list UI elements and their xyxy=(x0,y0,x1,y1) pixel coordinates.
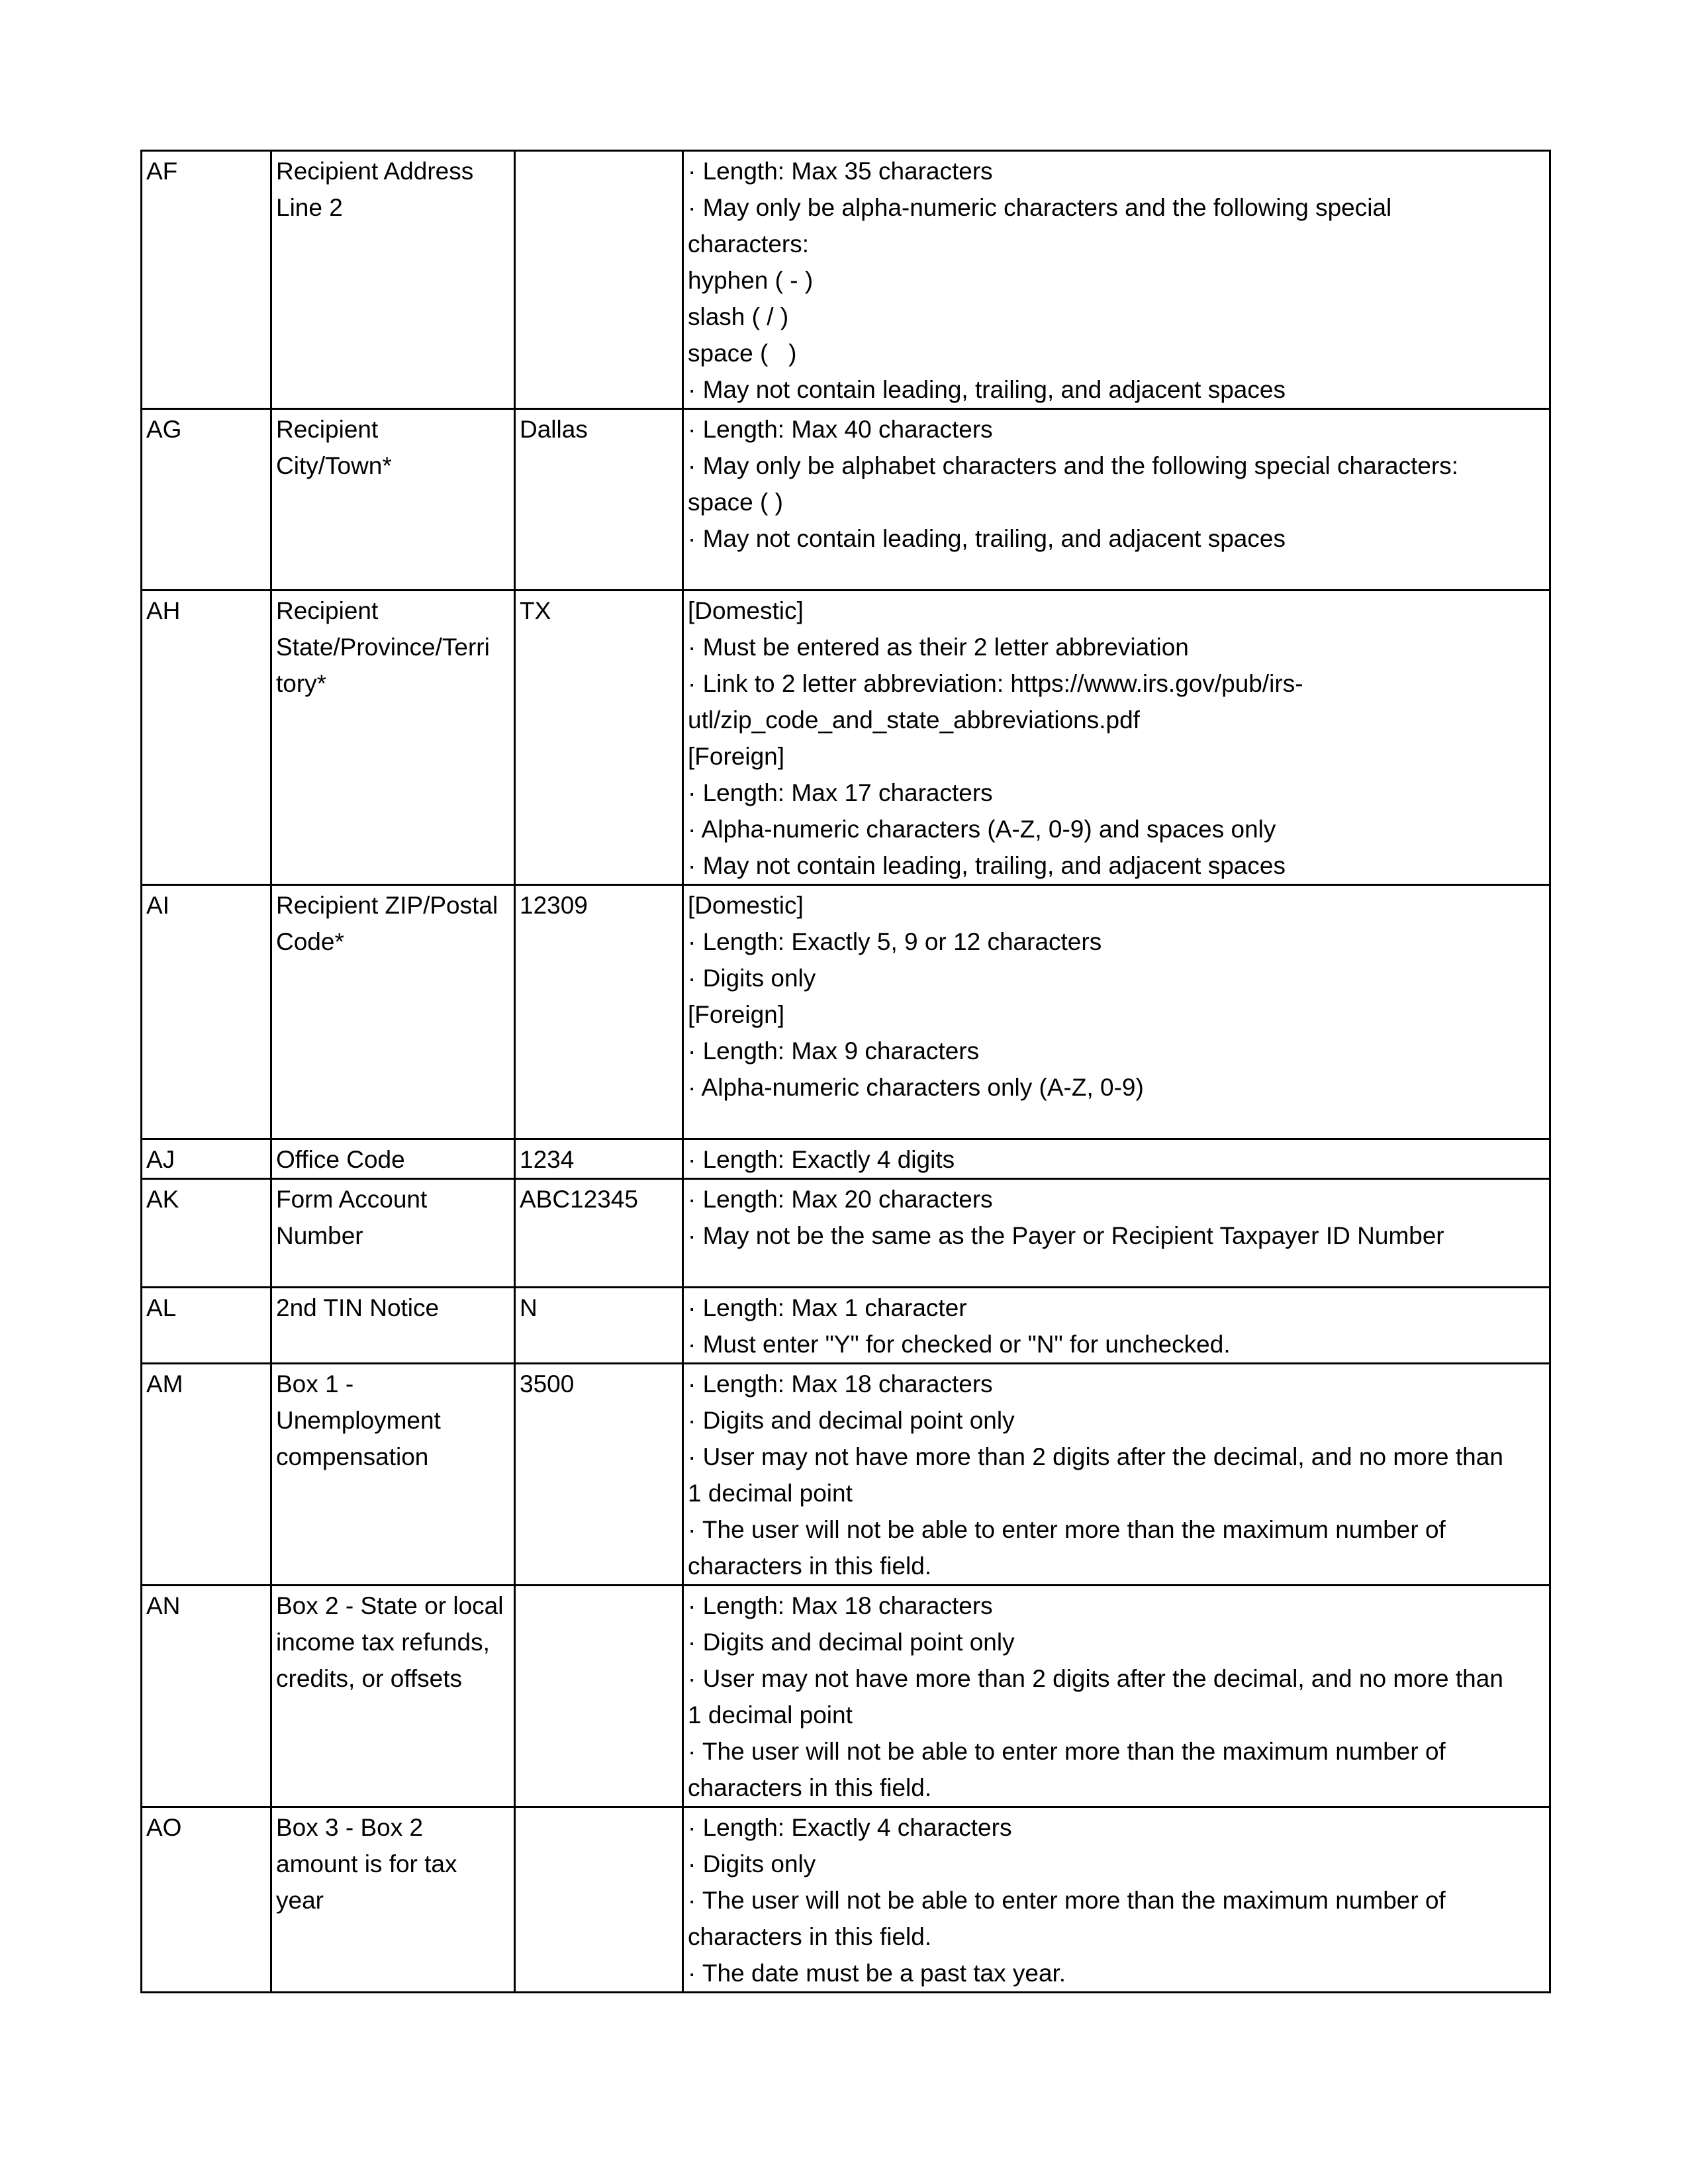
field-name-line: Recipient xyxy=(276,597,379,624)
field-spec-table xyxy=(140,150,1551,1993)
spec-row-ak xyxy=(142,1179,1550,1288)
example-value-cell xyxy=(515,409,683,591)
example-value-cell xyxy=(515,1179,683,1288)
example-value-cell xyxy=(515,151,683,409)
validation-rule-line: [Domestic] xyxy=(688,597,804,624)
validation-rule-line: [Foreign] xyxy=(688,743,785,770)
validation-rule-line: · Length: Max 18 characters xyxy=(688,1592,993,1619)
column-code-cell xyxy=(142,1179,271,1288)
spec-row-af xyxy=(142,151,1550,409)
field-name-line: Number xyxy=(276,1222,363,1249)
validation-rule-line: characters: xyxy=(688,230,810,258)
validation-rule-line: characters in this field. xyxy=(688,1774,932,1801)
spec-row-an xyxy=(142,1586,1550,1807)
spec-row-ai xyxy=(142,885,1550,1139)
column-code: AO xyxy=(146,1814,182,1841)
validation-rules-cell xyxy=(683,1179,1550,1288)
field-name-cell xyxy=(271,409,515,591)
validation-rule-line: · Must enter "Y" for checked or "N" for unchecked. xyxy=(688,1331,1231,1358)
field-name-line: tory* xyxy=(276,670,327,697)
validation-rule-line: · Length: Exactly 4 digits xyxy=(688,1146,955,1173)
validation-rule-line: · May not contain leading, trailing, and adjacent spaces xyxy=(688,525,1286,552)
example-value-cell xyxy=(515,1807,683,1993)
spec-row-aj xyxy=(142,1139,1550,1179)
column-code: AJ xyxy=(146,1146,175,1173)
validation-rule-line: · The user will not be able to enter more than the maximum number of xyxy=(688,1738,1446,1765)
validation-rule-line: · Length: Max 35 characters xyxy=(688,158,993,185)
validation-rule-line: space ( ) xyxy=(688,340,797,367)
validation-rules-cell xyxy=(683,1807,1550,1993)
column-code-cell xyxy=(142,1288,271,1364)
validation-rule-line: space ( ) xyxy=(688,489,783,516)
validation-rule-line: · Digits only xyxy=(688,965,816,992)
example-value-cell xyxy=(515,591,683,885)
validation-rule-line: · Length: Exactly 4 characters xyxy=(688,1814,1012,1841)
validation-rule-line: 1 decimal point xyxy=(688,1701,853,1729)
column-code-cell xyxy=(142,591,271,885)
example-value-cell xyxy=(515,1139,683,1179)
example-value-cell xyxy=(515,1364,683,1586)
validation-rule-line: · Length: Max 18 characters xyxy=(688,1370,993,1398)
validation-rule-line: · Length: Max 1 character xyxy=(688,1294,967,1321)
validation-rules-cell xyxy=(683,885,1550,1139)
field-name-line: compensation xyxy=(276,1443,429,1470)
field-name-line: Box 1 - xyxy=(276,1370,354,1398)
field-name-line: Unemployment xyxy=(276,1407,441,1434)
example-value: 12309 xyxy=(520,892,588,919)
field-name-line: City/Town* xyxy=(276,452,392,479)
validation-rule-line: · The user will not be able to enter more than the maximum number of xyxy=(688,1516,1446,1543)
field-name-cell xyxy=(271,1807,515,1993)
validation-rule-line: slash ( / ) xyxy=(688,303,789,330)
column-code: AK xyxy=(146,1186,179,1213)
validation-rule-line: · Digits only xyxy=(688,1850,816,1877)
column-code: AH xyxy=(146,597,181,624)
field-name-line: Recipient ZIP/Postal xyxy=(276,892,498,919)
example-value: TX xyxy=(520,597,551,624)
field-name-line: credits, or offsets xyxy=(276,1665,463,1692)
field-name-line: State/Province/Terri xyxy=(276,634,490,661)
validation-rule-line: · May not contain leading, trailing, and adjacent spaces xyxy=(688,852,1286,879)
column-code: AM xyxy=(146,1370,183,1398)
validation-rule-line: 1 decimal point xyxy=(688,1480,853,1507)
example-value: 3500 xyxy=(520,1370,575,1398)
validation-rule-line: · Alpha-numeric characters (A-Z, 0-9) and spaces only xyxy=(688,816,1276,843)
column-code-cell xyxy=(142,1586,271,1807)
validation-rule-line: · Length: Exactly 5, 9 or 12 characters xyxy=(688,928,1102,955)
field-name-cell xyxy=(271,885,515,1139)
validation-rules-cell xyxy=(683,1139,1550,1179)
field-name-cell xyxy=(271,591,515,885)
validation-rules-cell xyxy=(683,591,1550,885)
field-name-cell xyxy=(271,1586,515,1807)
spec-row-ao xyxy=(142,1807,1550,1993)
spec-row-ah xyxy=(142,591,1550,885)
validation-rules-cell xyxy=(683,409,1550,591)
validation-rule-line: utl/zip_code_and_state_abbreviations.pdf xyxy=(688,706,1140,734)
field-spec-body xyxy=(142,151,1550,1993)
column-code-cell xyxy=(142,1139,271,1179)
example-value: ABC12345 xyxy=(520,1186,638,1213)
field-name-line: Code* xyxy=(276,928,344,955)
field-name-cell xyxy=(271,1288,515,1364)
validation-rules-cell xyxy=(683,151,1550,409)
spec-row-al xyxy=(142,1288,1550,1364)
field-name-line: income tax refunds, xyxy=(276,1629,490,1656)
spec-row-am xyxy=(142,1364,1550,1586)
validation-rule-line: [Domestic] xyxy=(688,892,804,919)
validation-rule-line: · Length: Max 9 characters xyxy=(688,1037,980,1065)
field-name-line: Form Account xyxy=(276,1186,428,1213)
column-code-cell xyxy=(142,409,271,591)
field-name-line: Office Code xyxy=(276,1146,405,1173)
column-code-cell xyxy=(142,1364,271,1586)
validation-rule-line: · User may not have more than 2 digits after the decimal, and no more than xyxy=(688,1665,1503,1692)
example-value-cell xyxy=(515,1586,683,1807)
example-value-cell xyxy=(515,1288,683,1364)
field-name-line: Line 2 xyxy=(276,194,343,221)
field-name-cell xyxy=(271,1179,515,1288)
validation-rule-line: · User may not have more than 2 digits after the decimal, and no more than xyxy=(688,1443,1503,1470)
field-name-line: Recipient xyxy=(276,416,379,443)
spec-row-ag xyxy=(142,409,1550,591)
field-name-cell xyxy=(271,1364,515,1586)
column-code-cell xyxy=(142,1807,271,1993)
field-name-line: Box 2 - State or local xyxy=(276,1592,504,1619)
example-value: N xyxy=(520,1294,538,1321)
column-code: AI xyxy=(146,892,169,919)
validation-rule-line: · Must be entered as their 2 letter abbreviation xyxy=(688,634,1189,661)
field-name-line: year xyxy=(276,1887,324,1914)
validation-rule-line: · Alpha-numeric characters only (A-Z, 0-9) xyxy=(688,1074,1144,1101)
field-name-line: Recipient Address xyxy=(276,158,474,185)
validation-rule-line: · Digits and decimal point only xyxy=(688,1407,1015,1434)
column-code-cell xyxy=(142,151,271,409)
example-value: Dallas xyxy=(520,416,588,443)
column-code: AL xyxy=(146,1294,177,1321)
validation-rule-line: · May not contain leading, trailing, and adjacent spaces xyxy=(688,376,1286,403)
field-name-line: amount is for tax xyxy=(276,1850,457,1877)
field-name-cell xyxy=(271,151,515,409)
field-name-line: Box 3 - Box 2 xyxy=(276,1814,424,1841)
validation-rules-cell xyxy=(683,1586,1550,1807)
field-name-cell xyxy=(271,1139,515,1179)
validation-rule-line: · Length: Max 17 characters xyxy=(688,779,993,806)
column-code-cell xyxy=(142,885,271,1139)
validation-rule-line: · The user will not be able to enter more than the maximum number of xyxy=(688,1887,1446,1914)
validation-rule-line: · Length: Max 40 characters xyxy=(688,416,993,443)
validation-rule-line: characters in this field. xyxy=(688,1552,932,1580)
validation-rule-line: characters in this field. xyxy=(688,1923,932,1950)
column-code: AN xyxy=(146,1592,181,1619)
validation-rule-line: · May not be the same as the Payer or Recipient Taxpayer ID Number xyxy=(688,1222,1444,1249)
column-code: AG xyxy=(146,416,182,443)
validation-rule-line: hyphen ( - ) xyxy=(688,267,814,294)
validation-rule-line: [Foreign] xyxy=(688,1001,785,1028)
validation-rule-line: · May only be alpha-numeric characters and the following special xyxy=(688,194,1392,221)
example-value: 1234 xyxy=(520,1146,575,1173)
example-value-cell xyxy=(515,885,683,1139)
validation-rule-line: · The date must be a past tax year. xyxy=(688,1960,1066,1987)
validation-rule-line: · Length: Max 20 characters xyxy=(688,1186,993,1213)
validation-rules-cell xyxy=(683,1288,1550,1364)
validation-rule-line: · May only be alphabet characters and the following special characters: xyxy=(688,452,1459,479)
validation-rule-line: · Digits and decimal point only xyxy=(688,1629,1015,1656)
field-name-line: 2nd TIN Notice xyxy=(276,1294,440,1321)
validation-rules-cell xyxy=(683,1364,1550,1586)
column-code: AF xyxy=(146,158,178,185)
validation-rule-line: · Link to 2 letter abbreviation: https://www.irs.gov/pub/irs- xyxy=(688,670,1303,697)
